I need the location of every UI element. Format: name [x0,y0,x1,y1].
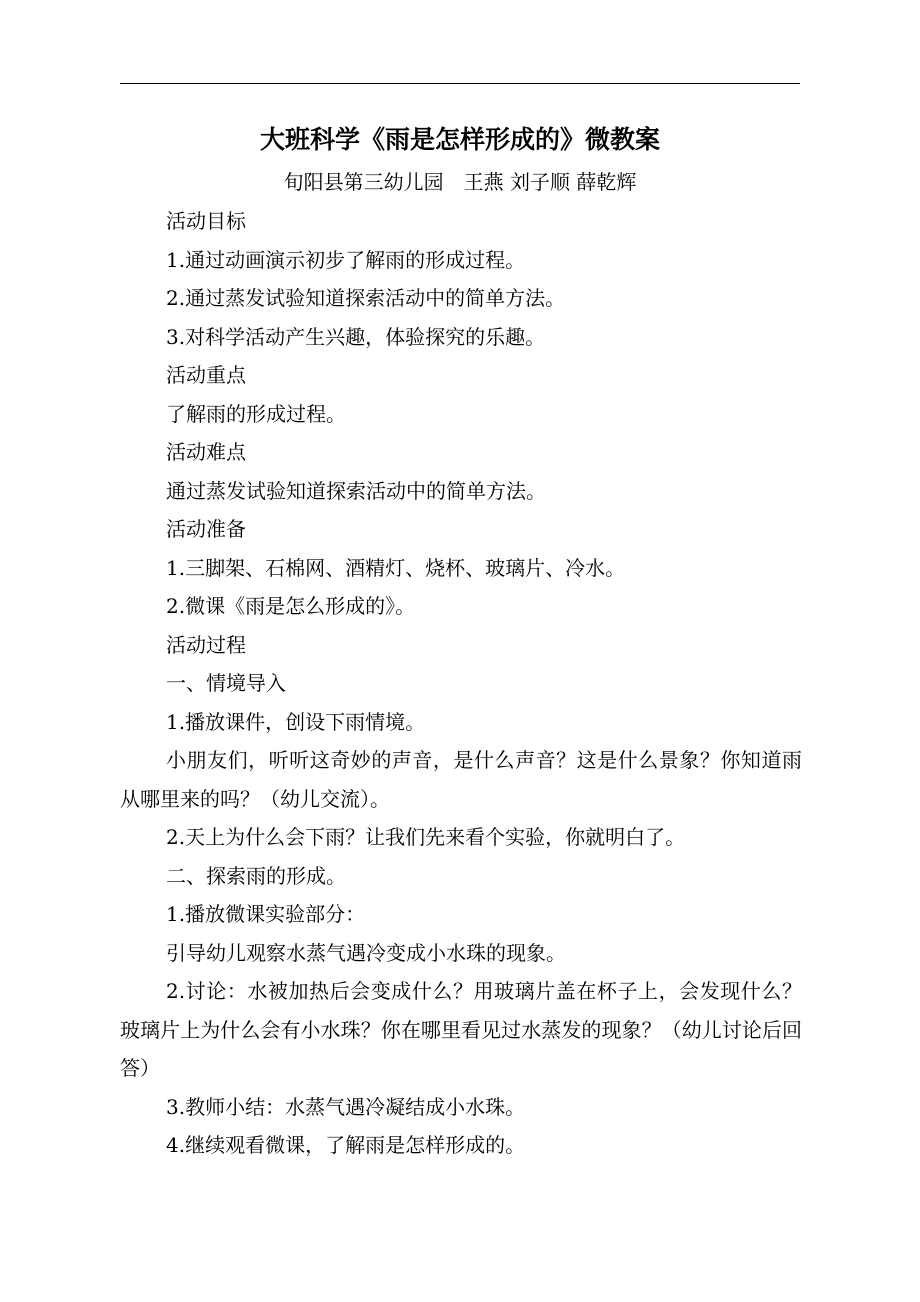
objective-item: 3.对科学活动产生兴趣，体验探究的乐趣。 [166,324,546,349]
process-step: 2.天上为什么会下雨？让我们先来看个实验，你就明白了。 [166,825,686,849]
heading-key-point: 活动重点 [166,363,246,387]
process-step: 2.讨论：水被加热后会变成什么？用玻璃片盖在杯子上，会发现什么？玻璃片上为什么会有小水珠？你在哪里看见过水蒸发的现象？（幼儿讨论后回答） [120,979,802,1080]
section-heading: 二、探索雨的形成。 [166,863,346,888]
process-step: 1.播放微课实验部分： [166,902,366,926]
heading-objectives: 活动目标 [166,209,246,233]
document-title: 大班科学《雨是怎样形成的》微教案 [259,125,660,154]
section-heading: 一、情境导入 [166,671,286,695]
difficulty-text: 通过蒸发试验知道探索活动中的简单方法。 [166,478,546,503]
heading-preparation: 活动准备 [166,517,246,541]
heading-difficulty: 活动难点 [166,440,246,464]
objective-item: 1.通过动画演示初步了解雨的形成过程。 [166,247,526,272]
process-step: 3.教师小结：水蒸气遇冷凝结成小水珠。 [166,1094,526,1119]
objective-item: 2.通过蒸发试验知道探索活动中的简单方法。 [166,286,566,310]
document-authors: 旬阳县第三幼儿园 王燕 刘子顺 薛乾辉 [283,170,637,194]
body-paragraph: 引导幼儿观察水蒸气遇冷变成小水珠的现象。 [166,940,566,965]
body-paragraph: 小朋友们，听听这奇妙的声音，是什么声音？这是什么景象？你知道雨从哪里来的吗？（幼儿交流）。 [120,748,802,811]
preparation-item: 1.三脚架、石棉网、酒精灯、烧杯、玻璃片、冷水。 [166,555,626,580]
process-step: 4.继续观看微课，了解雨是怎样形成的。 [166,1133,526,1157]
heading-process: 活动过程 [166,632,246,657]
preparation-item: 2.微课《雨是怎么形成的》。 [166,594,416,618]
process-step: 1.播放课件，创设下雨情境。 [166,709,426,734]
key-point-text: 了解雨的形成过程。 [166,401,346,426]
header-rule [120,83,800,84]
document-body [120,202,802,1165]
